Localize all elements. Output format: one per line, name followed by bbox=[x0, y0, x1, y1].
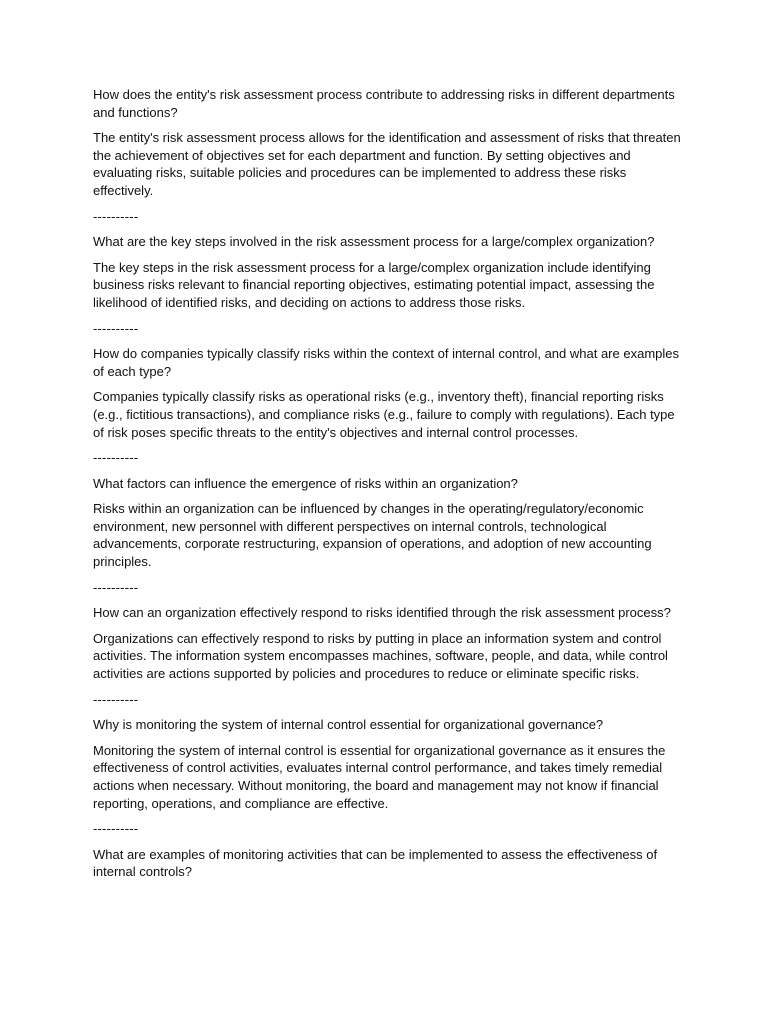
qa-block bbox=[93, 345, 683, 467]
answer-text: The entity's risk assessment process allows for the identification and assessment of risks that threaten the achievement of objectives set for each department and function. By setting objectives and evaluating risks, suitable policies and procedures can be implemented to address these risks effectively. bbox=[93, 130, 681, 198]
question-text: What are examples of monitoring activities that can be implemented to assess the effectiveness of internal controls? bbox=[93, 846, 658, 880]
qa-block bbox=[93, 233, 683, 337]
answer-text: Companies typically classify risks as operational risks (e.g., inventory theft), financial reporting risks (e.g., fictitious transactions), and compliance risks (e.g., failure to comply with regulations). Each type of risk poses specific threats to the entity's objectives and internal control processes. bbox=[93, 389, 675, 440]
separator: ---------- bbox=[93, 450, 139, 466]
separator: ---------- bbox=[93, 691, 139, 707]
qa-block bbox=[93, 86, 683, 225]
qa-block bbox=[93, 846, 683, 881]
question-text: Why is monitoring the system of internal control essential for organizational governance? bbox=[93, 717, 604, 733]
question-text: What factors can influence the emergence of risks within an organization? bbox=[93, 475, 518, 491]
answer-text: The key steps in the risk assessment process for a large/complex organization include identifying business risks relevant to financial reporting objectives, estimating potential impact, assessing the likelihood of identified risks, and deciding on actions to address those risks. bbox=[93, 259, 655, 310]
answer-text: Risks within an organization can be influenced by changes in the operating/regulatory/economic environment, new personnel with different perspectives on internal controls, technological advancements, corporate restructuring, expansion of operations, and adoption of new accounting principles. bbox=[93, 501, 652, 570]
separator: ---------- bbox=[93, 821, 139, 837]
question-text: How do companies typically classify risks within the context of internal control, and what are examples of each type? bbox=[93, 346, 679, 379]
qa-block bbox=[93, 475, 683, 597]
question-text: How can an organization effectively respond to risks identified through the risk assessment process? bbox=[93, 605, 671, 621]
separator: ---------- bbox=[93, 579, 139, 595]
separator: ---------- bbox=[93, 208, 139, 224]
question-text: How does the entity's risk assessment process contribute to addressing risks in different departments and functions? bbox=[93, 87, 675, 120]
document-page bbox=[93, 86, 683, 889]
question-text: What are the key steps involved in the risk assessment process for a large/complex organization? bbox=[93, 234, 655, 250]
qa-block bbox=[93, 604, 683, 708]
answer-text: Monitoring the system of internal control is essential for organizational governance as it ensures the effectiveness of control activities, evaluates internal control performance, and takes timely remedial actions when necessary. Without monitoring, the board and management may not know if financial reporting, operations, and compliance are effective. bbox=[93, 742, 666, 811]
separator: ---------- bbox=[93, 320, 139, 336]
answer-text: Organizations can effectively respond to risks by putting in place an information system and control activities. The information system encompasses machines, software, people, and data, while control activities are actions supported by policies and procedures to reduce or eliminate specific risks. bbox=[93, 630, 668, 682]
qa-block bbox=[93, 716, 683, 838]
